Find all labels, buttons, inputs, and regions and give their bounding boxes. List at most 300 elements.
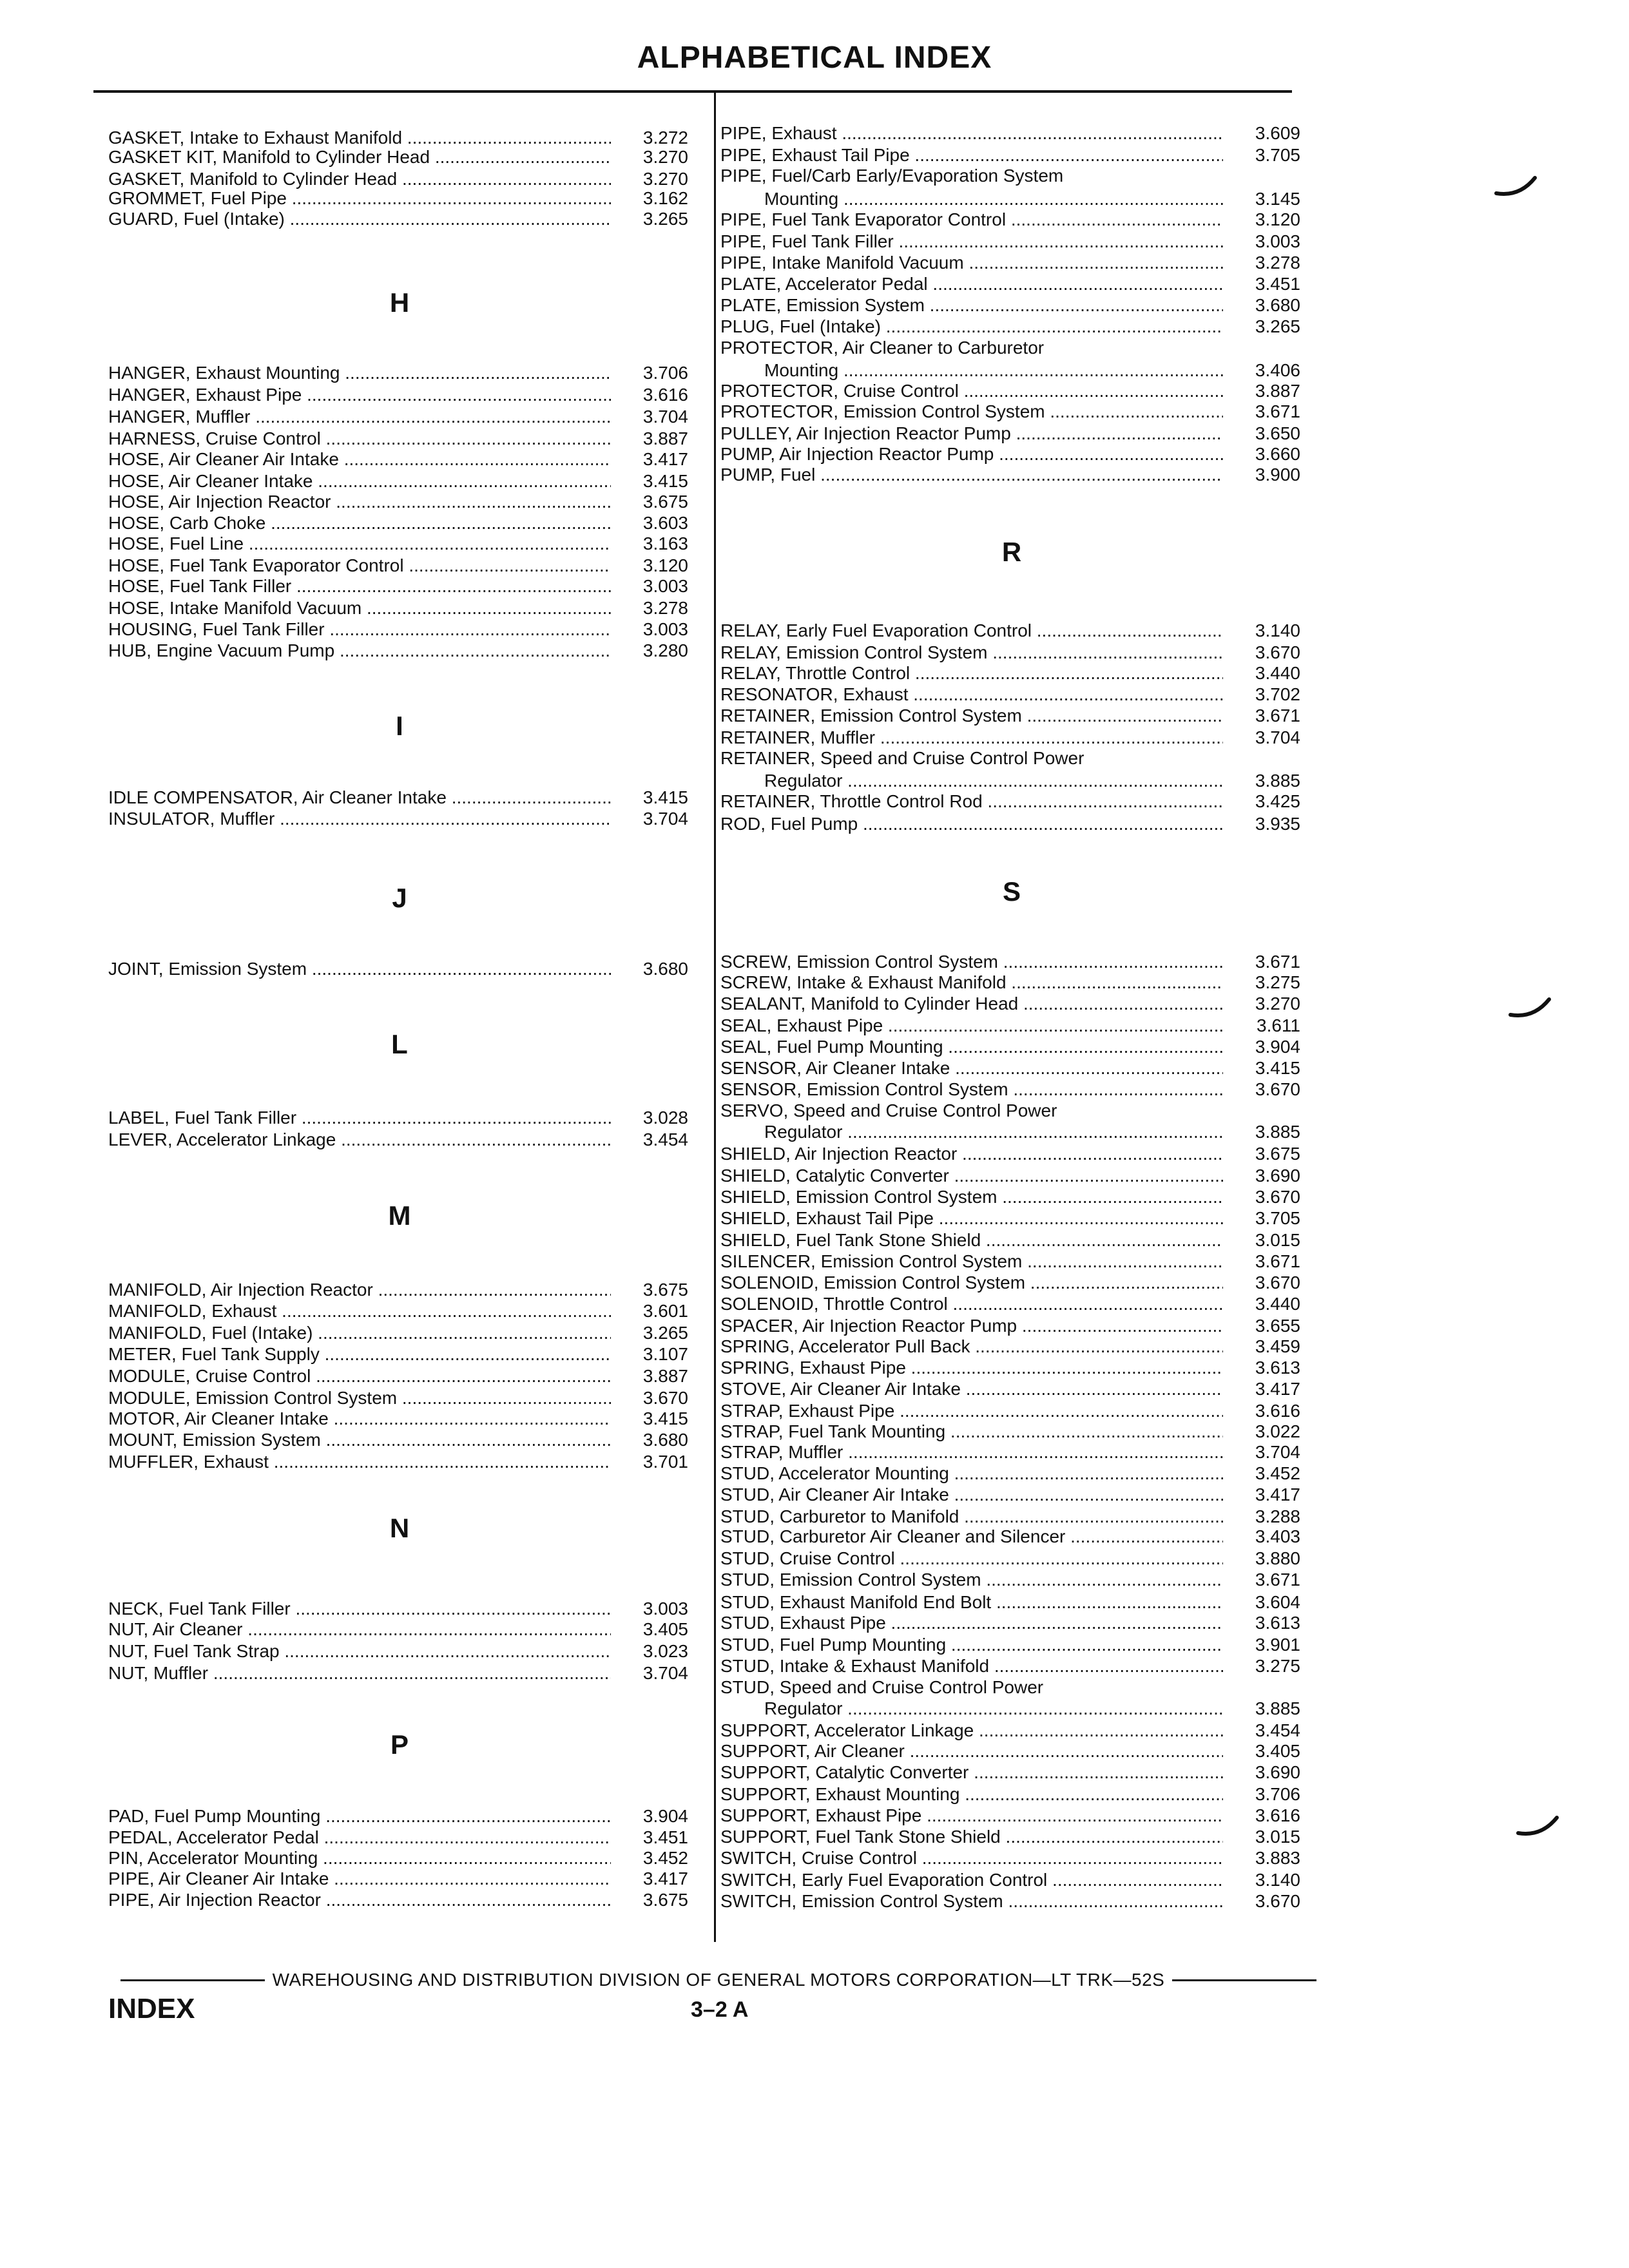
entry-page-number: 3.690 — [1255, 1166, 1300, 1186]
index-entry — [720, 1569, 1300, 1590]
entry-label: SUPPORT, Exhaust Pipe ..... — [720, 1805, 1223, 1826]
entry-page-number: 3.417 — [1255, 1379, 1300, 1399]
entry-label: PIPE, Fuel Tank Filler ..... — [720, 231, 1223, 252]
index-entry — [108, 208, 688, 229]
footer-dash-right — [1172, 1979, 1316, 1981]
entry-label: Mounting ..... — [720, 188, 1223, 209]
index-entry — [720, 423, 1300, 444]
entry-page-number: 3.887 — [642, 428, 688, 448]
section-letter-heading: I — [396, 711, 403, 741]
entry-label: JOINT, Emission System ..... — [108, 958, 611, 979]
index-entry — [720, 165, 1063, 186]
entry-page-number: 3.405 — [1255, 1741, 1300, 1761]
index-entry — [720, 209, 1300, 230]
entry-label: PLATE, Accelerator Pedal ..... — [720, 273, 1223, 294]
index-entry — [720, 273, 1300, 294]
entry-label: HANGER, Exhaust Mounting ..... — [108, 362, 611, 383]
index-entry — [108, 1640, 688, 1662]
entry-label: RETAINER, Emission Control System ..... — [720, 705, 1223, 726]
entry-label: MANIFOLD, Fuel (Intake) ..... — [108, 1322, 611, 1343]
index-entry — [108, 470, 688, 492]
entry-label: STUD, Exhaust Manifold End Bolt ..... — [720, 1591, 1223, 1613]
index-entry — [720, 1336, 1300, 1357]
entry-page-number: 3.604 — [1255, 1592, 1300, 1612]
entry-label: NUT, Muffler ..... — [108, 1662, 611, 1684]
entry-label: PROTECTOR, Emission Control System ..... — [720, 401, 1223, 422]
entry-label: HOSE, Fuel Tank Evaporator Control ..... — [108, 555, 611, 576]
entry-label: STUD, Intake & Exhaust Manifold ..... — [720, 1655, 1223, 1677]
entry-page-number: 3.265 — [1255, 316, 1300, 336]
entry-page-number: 3.288 — [1255, 1506, 1300, 1526]
index-entry — [720, 1612, 1300, 1633]
index-entry — [108, 597, 688, 619]
entry-page-number: 3.163 — [642, 533, 688, 553]
index-entry — [720, 993, 1300, 1014]
index-entry — [720, 337, 1044, 358]
entry-page-number: 3.015 — [1255, 1230, 1300, 1250]
entry-page-number: 3.023 — [642, 1641, 688, 1661]
index-entry — [720, 620, 1300, 641]
entry-label: STUD, Carburetor to Manifold ..... — [720, 1506, 1223, 1527]
index-entry — [720, 1357, 1300, 1378]
entry-page-number: 3.680 — [642, 1430, 688, 1450]
entry-page-number: 3.003 — [642, 1599, 688, 1619]
entry-page-number: 3.613 — [1255, 1613, 1300, 1633]
entry-page-number: 3.671 — [1255, 1251, 1300, 1271]
index-entry — [720, 1057, 1300, 1079]
footer-page-number: 3–2 A — [691, 1997, 749, 2022]
index-entry — [108, 168, 688, 189]
entry-label: PEDAL, Accelerator Pedal ..... — [108, 1827, 611, 1848]
index-entry — [720, 316, 1300, 337]
entry-page-number: 3.701 — [642, 1452, 688, 1472]
entry-page-number: 3.901 — [1255, 1635, 1300, 1655]
entry-label: STRAP, Exhaust Pipe ..... — [720, 1400, 1223, 1421]
entry-page-number: 3.270 — [642, 147, 688, 167]
entry-label: Mounting ..... — [720, 360, 1223, 381]
entry-page-number: 3.616 — [1255, 1401, 1300, 1421]
entry-page-number: 3.120 — [1255, 209, 1300, 229]
entry-page-number: 3.417 — [642, 449, 688, 469]
entry-label: PULLEY, Air Injection Reactor Pump ..... — [720, 423, 1223, 444]
entry-page-number: 3.885 — [1255, 1698, 1300, 1718]
entry-page-number: 3.452 — [642, 1848, 688, 1868]
index-entry — [720, 252, 1300, 273]
entry-label: MOUNT, Emission System ..... — [108, 1429, 611, 1450]
entry-page-number: 3.145 — [1255, 189, 1300, 209]
index-entry — [720, 705, 1300, 726]
footer-dash-left — [120, 1979, 265, 1981]
index-entry — [720, 1400, 1300, 1421]
entry-page-number: 3.028 — [642, 1108, 688, 1128]
index-entry — [720, 1655, 1300, 1677]
entry-label: GUARD, Fuel (Intake) ..... — [108, 208, 611, 229]
entry-label: HARNESS, Cruise Control ..... — [108, 428, 611, 449]
entry-page-number: 3.275 — [1255, 1656, 1300, 1676]
index-entry — [720, 464, 1300, 485]
entry-page-number: 3.705 — [1255, 1208, 1300, 1228]
entry-label: MUFFLER, Exhaust ..... — [108, 1451, 611, 1472]
index-entry — [108, 1365, 688, 1387]
entry-label: HOUSING, Fuel Tank Filler ..... — [108, 619, 611, 640]
index-entry — [720, 1207, 1300, 1229]
index-entry — [720, 1251, 1300, 1272]
index-entry — [108, 362, 688, 383]
index-entry — [108, 491, 688, 512]
entry-label: SHIELD, Fuel Tank Stone Shield ..... — [720, 1229, 1223, 1251]
entry-page-number: 3.616 — [1255, 1805, 1300, 1825]
entry-label: ROD, Fuel Pump ..... — [720, 813, 1223, 834]
section-letter-heading: S — [1002, 876, 1021, 907]
entry-page-number: 3.278 — [1255, 253, 1300, 273]
index-entry — [720, 1165, 1300, 1186]
entry-label: SERVO, Speed and Cruise Control Power — [720, 1100, 1057, 1120]
entry-label: STRAP, Fuel Tank Mounting ..... — [720, 1421, 1223, 1442]
index-entry — [720, 231, 1300, 252]
index-entry — [108, 533, 688, 554]
index-entry — [108, 1387, 688, 1408]
entry-page-number: 3.417 — [642, 1869, 688, 1888]
margin-tick-mark — [1508, 995, 1553, 1021]
entry-page-number: 3.415 — [1255, 1058, 1300, 1078]
entry-label: SWITCH, Early Fuel Evaporation Control ..... — [720, 1869, 1223, 1890]
entry-page-number: 3.265 — [642, 1323, 688, 1343]
entry-label: STUD, Fuel Pump Mounting ..... — [720, 1634, 1223, 1655]
entry-label: MODULE, Cruise Control ..... — [108, 1365, 611, 1387]
index-entry — [108, 448, 688, 470]
index-entry — [720, 380, 1300, 401]
index-entry — [720, 1293, 1300, 1314]
entry-page-number: 3.885 — [1255, 771, 1300, 791]
index-entry — [720, 1143, 1300, 1164]
entry-page-number: 3.655 — [1255, 1316, 1300, 1336]
index-entry — [108, 575, 688, 597]
index-entry — [720, 443, 1300, 465]
entry-label: PIN, Accelerator Mounting ..... — [108, 1847, 611, 1869]
entry-label: RETAINER, Speed and Cruise Control Power — [720, 748, 1084, 768]
index-entry — [108, 555, 688, 576]
entry-page-number: 3.270 — [1255, 994, 1300, 1014]
index-entry — [720, 1272, 1300, 1293]
entry-page-number: 3.660 — [1255, 444, 1300, 464]
index-entry — [108, 958, 688, 979]
index-entry — [720, 1229, 1300, 1251]
entry-label: SCREW, Intake & Exhaust Manifold ..... — [720, 972, 1223, 993]
index-entry — [108, 1889, 688, 1910]
section-letter-heading: J — [392, 883, 407, 913]
entry-page-number: 3.675 — [642, 1280, 688, 1300]
index-entry — [720, 188, 1300, 209]
index-entry — [720, 1036, 1300, 1057]
entry-label: MANIFOLD, Exhaust ..... — [108, 1300, 611, 1321]
entry-label: SENSOR, Air Cleaner Intake ..... — [720, 1057, 1223, 1079]
entry-label: RETAINER, Throttle Control Rod ..... — [720, 791, 1223, 812]
entry-label: LABEL, Fuel Tank Filler ..... — [108, 1107, 611, 1128]
section-letter-heading: H — [389, 287, 410, 318]
entry-page-number: 3.140 — [1255, 620, 1300, 640]
entry-page-number: 3.451 — [642, 1827, 688, 1847]
entry-label: HOSE, Fuel Tank Filler ..... — [108, 575, 611, 597]
entry-page-number: 3.702 — [1255, 684, 1300, 704]
entry-page-number: 3.613 — [1255, 1358, 1300, 1378]
entry-page-number: 3.140 — [1255, 1870, 1300, 1890]
column-divider — [714, 93, 716, 1942]
index-entry — [108, 1847, 688, 1869]
entry-page-number: 3.440 — [1255, 663, 1300, 683]
section-letter-heading: L — [391, 1029, 408, 1059]
entry-label: SEALANT, Manifold to Cylinder Head ..... — [720, 993, 1223, 1014]
title-rule — [93, 90, 1292, 93]
entry-label: STOVE, Air Cleaner Air Intake ..... — [720, 1378, 1223, 1399]
index-entry — [108, 808, 688, 829]
entry-page-number: 3.270 — [642, 169, 688, 189]
index-entry — [720, 972, 1300, 993]
index-entry — [720, 1869, 1300, 1890]
entry-label: SCREW, Emission Control System ..... — [720, 951, 1223, 972]
entry-page-number: 3.406 — [1255, 360, 1300, 380]
entry-page-number: 3.403 — [1255, 1526, 1300, 1546]
index-entry — [720, 1847, 1300, 1869]
entry-page-number: 3.120 — [642, 555, 688, 575]
index-entry — [108, 406, 688, 427]
entry-label: NECK, Fuel Tank Filler ..... — [108, 1598, 611, 1619]
entry-page-number: 3.415 — [642, 471, 688, 491]
entry-label: SUPPORT, Accelerator Linkage ..... — [720, 1720, 1223, 1741]
entry-page-number: 3.935 — [1255, 814, 1300, 834]
section-letter-heading: M — [388, 1200, 411, 1231]
index-entry — [720, 1526, 1300, 1547]
entry-label: SUPPORT, Air Cleaner ..... — [720, 1740, 1223, 1762]
page-title: ALPHABETICAL INDEX — [637, 41, 992, 75]
index-entry — [720, 791, 1300, 812]
entry-label: SHIELD, Air Injection Reactor ..... — [720, 1143, 1223, 1164]
index-entry — [720, 1805, 1300, 1826]
index-entry — [720, 1121, 1300, 1142]
index-entry — [108, 127, 688, 148]
entry-label: PLUG, Fuel (Intake) ..... — [720, 316, 1223, 337]
index-entry — [108, 1300, 688, 1321]
entry-page-number: 3.704 — [642, 1663, 688, 1683]
entry-page-number: 3.671 — [1255, 1570, 1300, 1590]
entry-label: PROTECTOR, Air Cleaner to Carburetor — [720, 338, 1045, 358]
index-entry — [108, 619, 688, 640]
entry-page-number: 3.425 — [1255, 791, 1300, 811]
entry-label: MOTOR, Air Cleaner Intake ..... — [108, 1408, 611, 1429]
index-entry — [720, 1378, 1300, 1399]
entry-label: STUD, Speed and Cruise Control Power — [720, 1677, 1044, 1697]
entry-label: SEAL, Exhaust Pipe ..... — [720, 1015, 1223, 1036]
entry-label: HUB, Engine Vacuum Pump ..... — [108, 640, 611, 661]
entry-label: SEAL, Fuel Pump Mounting ..... — [720, 1036, 1223, 1057]
entry-label: SHIELD, Exhaust Tail Pipe ..... — [720, 1207, 1223, 1229]
entry-label: SUPPORT, Fuel Tank Stone Shield ..... — [720, 1826, 1223, 1847]
entry-page-number: 3.452 — [1255, 1463, 1300, 1483]
entry-page-number: 3.415 — [642, 787, 688, 807]
margin-tick-mark — [1494, 174, 1539, 200]
entry-label: GROMMET, Fuel Pipe ..... — [108, 187, 611, 209]
entry-label: PLATE, Emission System ..... — [720, 294, 1223, 316]
index-entry — [720, 770, 1300, 791]
index-entry — [720, 1506, 1300, 1527]
entry-label: SPRING, Accelerator Pull Back ..... — [720, 1336, 1223, 1357]
entry-label: PIPE, Exhaust ..... — [720, 122, 1223, 144]
entry-page-number: 3.670 — [1255, 1891, 1300, 1911]
entry-label: MODULE, Emission Control System ..... — [108, 1387, 611, 1408]
entry-page-number: 3.887 — [642, 1366, 688, 1386]
entry-label: SPRING, Exhaust Pipe ..... — [720, 1357, 1223, 1378]
entry-page-number: 3.022 — [1255, 1421, 1300, 1441]
index-entry — [108, 1322, 688, 1343]
index-entry — [108, 1429, 688, 1450]
entry-page-number: 3.706 — [642, 363, 688, 383]
index-entry — [720, 122, 1300, 144]
entry-label: STUD, Carburetor Air Cleaner and Silencer ..... — [720, 1526, 1223, 1547]
index-entry — [720, 1677, 1043, 1698]
index-entry — [720, 1079, 1300, 1100]
entry-label: SWITCH, Cruise Control ..... — [720, 1847, 1223, 1869]
section-letter-heading: R — [1001, 537, 1022, 567]
entry-page-number: 3.601 — [642, 1301, 688, 1321]
index-entry — [720, 1484, 1300, 1505]
index-entry — [720, 951, 1300, 972]
entry-label: STUD, Air Cleaner Air Intake ..... — [720, 1484, 1223, 1505]
index-entry — [108, 187, 688, 209]
index-entry — [108, 1129, 688, 1150]
entry-label: RELAY, Early Fuel Evaporation Control ..... — [720, 620, 1223, 641]
entry-page-number: 3.704 — [642, 809, 688, 829]
entry-label: LEVER, Accelerator Linkage ..... — [108, 1129, 611, 1150]
entry-label: SWITCH, Emission Control System ..... — [720, 1890, 1223, 1912]
index-entry — [720, 1015, 1300, 1036]
index-entry — [108, 1827, 688, 1848]
entry-label: INSULATOR, Muffler ..... — [108, 808, 611, 829]
entry-label: STUD, Exhaust Pipe ..... — [720, 1612, 1223, 1633]
index-entry — [108, 1598, 688, 1619]
index-entry — [108, 1279, 688, 1300]
entry-label: RELAY, Throttle Control ..... — [720, 662, 1223, 684]
entry-label: NUT, Fuel Tank Strap ..... — [108, 1640, 611, 1662]
entry-page-number: 3.704 — [642, 407, 688, 427]
index-entry — [720, 1421, 1300, 1442]
entry-label: PIPE, Intake Manifold Vacuum ..... — [720, 252, 1223, 273]
index-entry — [108, 1619, 688, 1640]
entry-label: STUD, Emission Control System ..... — [720, 1569, 1223, 1590]
index-entry — [108, 1662, 688, 1684]
index-entry — [720, 642, 1300, 663]
entry-page-number: 3.900 — [1255, 465, 1300, 485]
margin-tick-mark — [1516, 1814, 1561, 1840]
index-entry — [720, 684, 1300, 705]
entry-page-number: 3.670 — [1255, 642, 1300, 662]
index-entry — [720, 1826, 1300, 1847]
index-entry — [720, 1100, 1057, 1121]
index-entry — [720, 144, 1300, 166]
entry-page-number: 3.616 — [642, 385, 688, 405]
entry-page-number: 3.415 — [642, 1408, 688, 1428]
entry-label: PROTECTOR, Cruise Control ..... — [720, 380, 1223, 401]
entry-label: PIPE, Air Cleaner Air Intake ..... — [108, 1868, 611, 1889]
entry-label: SENSOR, Emission Control System ..... — [720, 1079, 1223, 1100]
entry-page-number: 3.675 — [1255, 1144, 1300, 1164]
entry-page-number: 3.704 — [1255, 727, 1300, 747]
entry-label: GASKET KIT, Manifold to Cylinder Head ..... — [108, 146, 611, 168]
footer-division-text: WAREHOUSING AND DISTRIBUTION DIVISION OF GENERAL MOTORS CORPORATION—LT TRK—52S — [272, 1970, 1165, 1990]
entry-label: Regulator ..... — [720, 1698, 1223, 1719]
entry-page-number: 3.003 — [1255, 231, 1300, 251]
entry-page-number: 3.671 — [1255, 706, 1300, 726]
index-entry — [108, 384, 688, 405]
index-entry — [108, 512, 688, 533]
entry-label: SUPPORT, Catalytic Converter ..... — [720, 1762, 1223, 1783]
index-entry — [720, 1591, 1300, 1613]
index-entry — [108, 1868, 688, 1889]
index-entry — [720, 1720, 1300, 1741]
entry-page-number: 3.706 — [1255, 1784, 1300, 1804]
entry-page-number: 3.275 — [1255, 972, 1300, 992]
entry-page-number: 3.278 — [642, 598, 688, 618]
entry-page-number: 3.265 — [642, 209, 688, 229]
section-letter-heading: N — [389, 1513, 410, 1543]
entry-label: HOSE, Air Injection Reactor ..... — [108, 491, 611, 512]
index-entry — [720, 401, 1300, 422]
index-entry — [108, 428, 688, 449]
entry-page-number: 3.670 — [1255, 1079, 1300, 1099]
entry-page-number: 3.451 — [1255, 274, 1300, 294]
entry-page-number: 3.680 — [1255, 295, 1300, 315]
index-entry — [720, 1463, 1300, 1484]
entry-page-number: 3.003 — [642, 619, 688, 639]
index-entry — [720, 747, 1084, 769]
entry-page-number: 3.671 — [1255, 952, 1300, 972]
entry-page-number: 3.405 — [642, 1619, 688, 1639]
entry-label: RESONATOR, Exhaust ..... — [720, 684, 1223, 705]
entry-label: METER, Fuel Tank Supply ..... — [108, 1343, 611, 1365]
index-entry — [720, 727, 1300, 748]
entry-page-number: 3.280 — [642, 640, 688, 660]
entry-label: PUMP, Air Injection Reactor Pump ..... — [720, 443, 1223, 465]
index-entry — [720, 360, 1300, 381]
entry-page-number: 3.880 — [1255, 1548, 1300, 1568]
entry-label: STUD, Accelerator Mounting ..... — [720, 1463, 1223, 1484]
entry-page-number: 3.670 — [642, 1388, 688, 1408]
footer-division-line — [113, 1970, 1324, 1990]
entry-label: MANIFOLD, Air Injection Reactor ..... — [108, 1279, 611, 1300]
entry-label: GASKET, Manifold to Cylinder Head ..... — [108, 168, 611, 189]
entry-label: RETAINER, Muffler ..... — [720, 727, 1223, 748]
index-entry — [108, 1451, 688, 1472]
entry-label: HOSE, Intake Manifold Vacuum ..... — [108, 597, 611, 619]
index-entry — [720, 1315, 1300, 1336]
entry-label: Regulator ..... — [720, 770, 1223, 791]
entry-page-number: 3.015 — [1255, 1827, 1300, 1847]
index-entry — [720, 1783, 1300, 1805]
entry-page-number: 3.107 — [642, 1344, 688, 1364]
entry-page-number: 3.670 — [1255, 1187, 1300, 1207]
entry-label: IDLE COMPENSATOR, Air Cleaner Intake ..... — [108, 787, 611, 808]
entry-label: GASKET, Intake to Exhaust Manifold ..... — [108, 127, 611, 148]
entry-label: HANGER, Exhaust Pipe ..... — [108, 384, 611, 405]
entry-page-number: 3.887 — [1255, 381, 1300, 401]
entry-label: RELAY, Emission Control System ..... — [720, 642, 1223, 663]
entry-page-number: 3.680 — [642, 959, 688, 979]
entry-label: SOLENOID, Throttle Control ..... — [720, 1293, 1223, 1314]
index-entry — [108, 1343, 688, 1365]
index-entry — [720, 1890, 1300, 1912]
index-entry — [720, 1740, 1300, 1762]
entry-label: SOLENOID, Emission Control System ..... — [720, 1272, 1223, 1293]
entry-label: SHIELD, Emission Control System ..... — [720, 1186, 1223, 1207]
entry-label: HOSE, Fuel Line ..... — [108, 533, 611, 554]
